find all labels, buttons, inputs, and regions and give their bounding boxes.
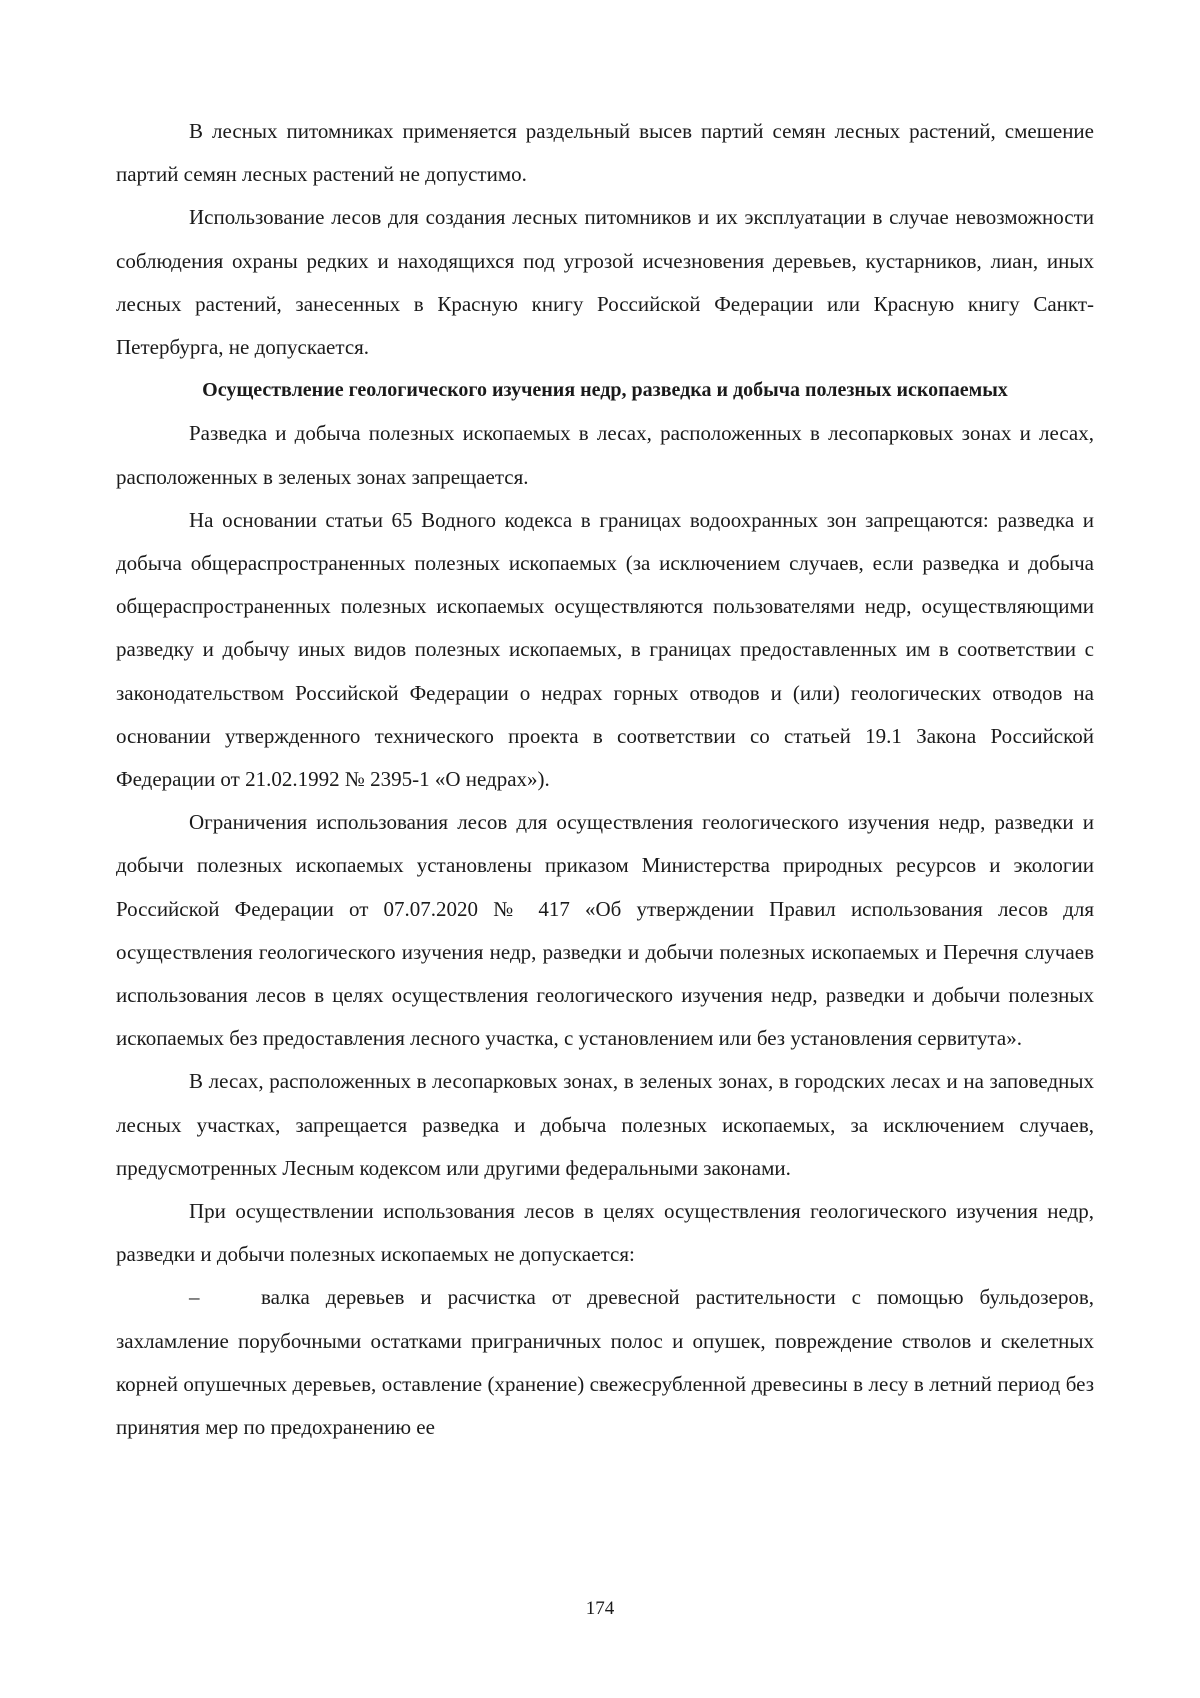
paragraph-ministry-order: Ограничения использования лесов для осуществления геологического изучения недр, разведки и добычи полезных ископаемых установлены приказом Министерства природных ресурсов и экологии Российской Федерации от 07.07.2020 № 417 «Об утверждении Правил использования лесов для осуществления геологического изучения недр, разведки и добычи полезных ископаемых и Перечня случаев использования лесов в целях осуществления геологического изучения недр, разведки и добычи полезных ископаемых без предоставления лесного участка, с установлением или без установления сервитута».	[116, 810, 1094, 1051]
paragraph-forest-park-zones: В лесах, расположенных в лесопарковых зонах, в зеленых зонах, в городских лесах и на заповедных лесных участках, запрещается разведка и добыча полезных ископаемых, за исключением случаев, предусмотренных Лесным кодексом или другими федеральными законами.	[116, 1069, 1094, 1180]
paragraph-nursery-restrictions: Использование лесов для создания лесных питомников и их эксплуатации в случае невозможности соблюдения охраны редких и находящихся под угрозой исчезновения деревьев, кустарников, лиан, иных лесных растений, занесенных в Красную книгу Российской Федерации или Красную книгу Санкт-Петербурга, не допускается.	[116, 205, 1094, 360]
paragraph-water-code: На основании статьи 65 Водного кодекса в границах водоохранных зон запрещаются: разведка и добыча общераспространенных полезных ископаемых (за исключением случаев, если разведка и добыча общераспространенных полезных ископаемых осуществляются пользователями недр, осуществляющими разведку и добычу иных видов полезных ископаемых, в границах предоставленных им в соответствии с законодательством Российской Федерации о недрах горных отводов и (или) геологических отводов на основании утвержденного технического проекта в соответствии со статьей 19.1 Закона Российской Федерации от 21.02.1992 № 2395-1 «О недрах»).	[116, 507, 1094, 792]
paragraph-green-zones: Разведка и добыча полезных ископаемых в лесах, расположенных в лесопарковых зонах и лесах, расположенных в зеленых зонах запрещается.	[116, 421, 1094, 489]
paragraph-not-allowed: При осуществлении использования лесов в целях осуществления геологического изучения недр, разведки и добычи полезных ископаемых не допускается:	[116, 1199, 1094, 1267]
page-number: 174	[585, 1598, 615, 1619]
paragraph-nursery-sowing: В лесных питомниках применяется раздельный высев партий семян лесных растений, смешение партий семян лесных растений не допустимо.	[116, 119, 1094, 187]
document-page	[116, 110, 1094, 1449]
list-item-text: валка деревьев и расчистка от древесной растительности с помощью бульдозеров, захламление порубочными остатками приграничных полос и опушек, повреждение стволов и скелетных корней опушечных деревьев, оставление (хранение) свежесрубленной древесины в лесу в летний период без принятия мер по предохранению ее	[116, 1285, 1094, 1440]
list-dash: –	[189, 1285, 200, 1310]
list-item	[116, 1276, 1094, 1449]
section-heading: Осуществление геологического изучения недр, разведка и добыча полезных ископаемых	[202, 379, 1008, 402]
